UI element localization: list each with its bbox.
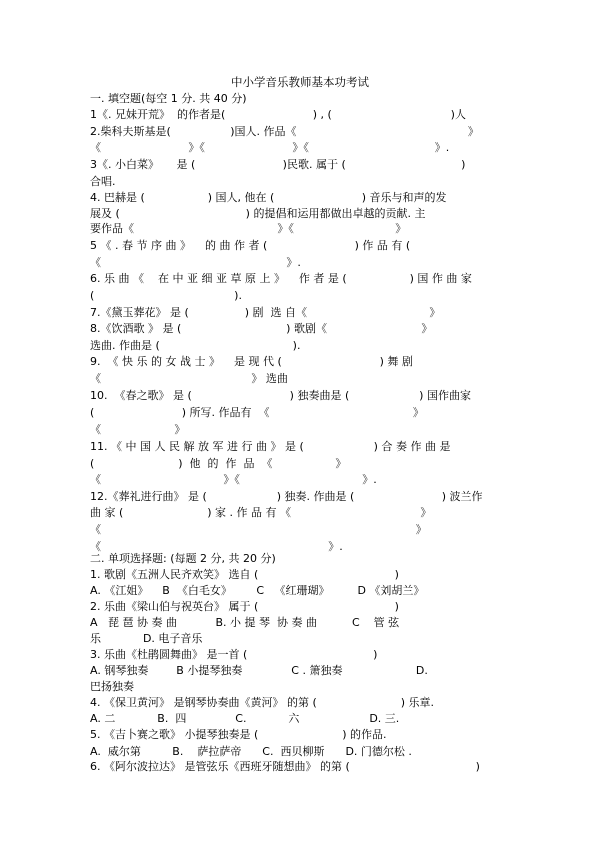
page-title: 中小学音乐教师基本功考试 <box>231 75 369 89</box>
text-line: 《 》 <box>90 423 186 436</box>
text-line: 11. 《 中 国 人 民 解 放 军 进 行 曲 》 是 ( ) 合 奏 作 曲 是 <box>90 440 451 453</box>
text-line: 12.《葬礼进行曲》 是 ( ) 独奏. 作曲是 ( ) 波兰作 <box>90 490 483 503</box>
text-line: 二. 单项选择题: (每题 2 分, 共 20 分) <box>90 552 276 565</box>
text-line: A. 威尔第 B. 萨拉萨帝 C. 西贝柳斯 D. 门德尔松 . <box>90 745 412 758</box>
text-line: 一. 填空题(每空 1 分. 共 40 分) <box>90 92 247 105</box>
text-line: 要作品《 》《 》 <box>90 222 407 235</box>
text-line: ( ) 他 的 作 品 《 》 <box>90 457 347 470</box>
text-line: 5. 《吉卜赛之歌》 小提琴独奏是 ( ) 的作品. <box>90 728 387 741</box>
text-line: 6. 乐 曲 《 在 中 亚 细 亚 草 原 上 》 作 者 是 ( ) 国 作 曲 家 <box>90 272 472 285</box>
text-line: 《 》《 》. <box>90 473 377 486</box>
text-line: 展及 ( ) 的提倡和运用都做出卓越的贡献. 主 <box>90 207 426 220</box>
text-line: 3《. 小白菜》 是 ( )民歌. 属于 ( ) <box>90 158 466 171</box>
text-line: A 琵 琶 协 奏 曲 B. 小 提 琴 协 奏 曲 C 管 弦 <box>90 616 400 629</box>
text-line: 2. 乐曲《梁山伯与祝英台》 属于 ( ) <box>90 600 399 613</box>
text-line: 巴扬独奏 <box>90 680 134 693</box>
text-line: 4. 《保卫黄河》 是钢琴协奏曲《黄河》 的第 ( ) 乐章. <box>90 696 434 709</box>
text-line: ( ). <box>90 289 242 302</box>
text-line: 6. 《阿尔波拉达》 是管弦乐《西班牙随想曲》 的第 ( ) <box>90 760 480 773</box>
text-line: 曲 家 ( ) 家 . 作 品 有 《 》 <box>90 506 432 519</box>
text-line: 选曲. 作曲是 ( ). <box>90 339 301 352</box>
text-line: 1. 歌剧《五洲人民齐欢笑》 选自 ( ) <box>90 568 399 581</box>
text-line: 7.《黛玉葬花》 是 ( ) 剧 选 自《 》 <box>90 306 441 319</box>
text-line: 合唱. <box>90 175 116 188</box>
text-line: 《 》《 》《 》. <box>90 141 450 154</box>
text-line: A. 《江姐》 B 《白毛女》 C 《红珊瑚》 D 《刘胡兰》 <box>90 584 425 597</box>
text-line: A. 钢琴独奏 B 小提琴独奏 C . 箫独奏 D. <box>90 664 428 677</box>
text-line: 1《. 兄妹开荒》 的作者是( ) , ( )人 <box>90 108 466 121</box>
text-line: 10. 《春之歌》 是 ( ) 独奏曲是 ( ) 国作曲家 <box>90 389 471 402</box>
text-line: A. 二 B. 四 C. 六 D. 三. <box>90 712 400 725</box>
text-line: 《 》 选曲 <box>90 372 288 385</box>
text-line: 8.《饮酒歌 》 是 ( ) 歌剧《 》 <box>90 322 433 335</box>
text-line: 5 《 . 春 节 序 曲 》 的 曲 作 者 ( ) 作 品 有 ( <box>90 239 411 252</box>
text-line: 4. 巴赫是 ( ) 国人, 他在 ( ) 音乐与和声的发 <box>90 191 447 204</box>
text-line: 2.柴科夫斯基是( )国人. 作品《 》 <box>90 125 479 138</box>
text-line: 9. 《 快 乐 的 女 战 士 》 是 现 代 ( ) 舞 剧 <box>90 355 413 368</box>
text-line: 《 》 <box>90 523 427 536</box>
text-line: 《 》. <box>90 540 343 553</box>
text-line: 《 》. <box>90 256 301 269</box>
text-line: 3. 乐曲《杜鹃圆舞曲》 是一首 ( ) <box>90 648 378 661</box>
text-line: 乐 D. 电子音乐 <box>90 632 203 645</box>
text-line: ( ) 所写. 作品有 《 》 <box>90 406 424 419</box>
